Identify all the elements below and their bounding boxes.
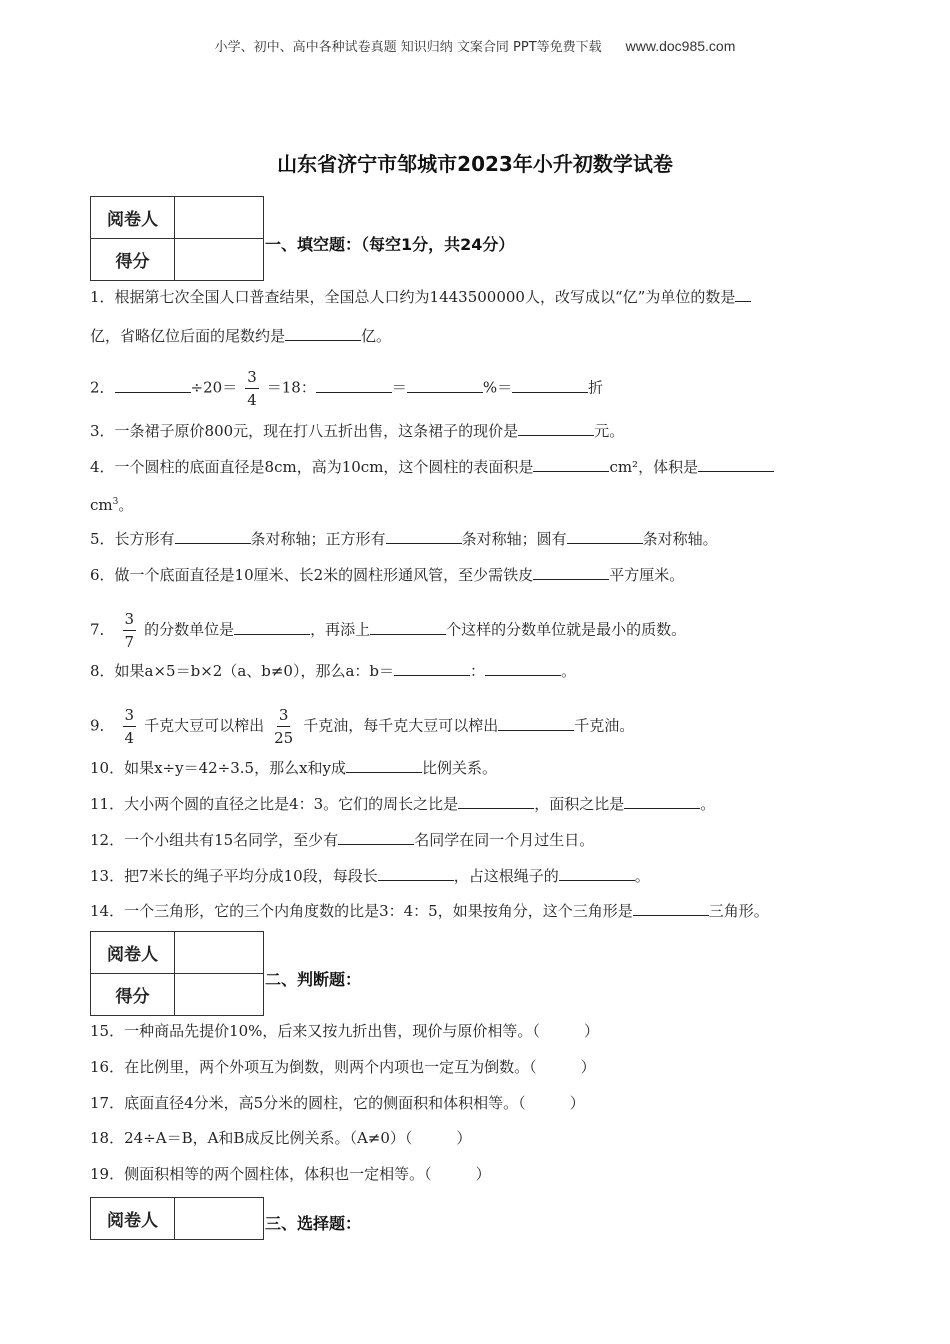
page-title: 山东省济宁市邹城市2023年小升初数学试卷 (277, 152, 673, 176)
answer-blank[interactable] (175, 528, 251, 544)
question-10: 10．如果x÷y＝42÷3.5，那么x和y成 比例关系。 (90, 759, 498, 777)
answer-blank[interactable] (533, 564, 609, 580)
answer-blank[interactable] (485, 660, 561, 676)
answer-blank[interactable] (346, 757, 422, 773)
score-cell (175, 974, 264, 1016)
answer-blank[interactable] (567, 528, 643, 544)
question-16: 16．在比例里，两个外项互为倒数，则两个内项也一定互为倒数。（ ） (90, 1058, 596, 1076)
question-12: 12．一个小组共有15名同学，至少有 名同学在同一个月过生日。 (90, 831, 595, 849)
answer-blank[interactable] (633, 900, 709, 916)
answer-blank[interactable] (316, 377, 392, 393)
header-text: 小学、初中、高中各种试卷真题 知识归纳 文案合同 PPT等免费下载 (214, 40, 602, 55)
question-4-cont: $cm^3$。 (90, 496, 134, 514)
reviewer-cell (175, 197, 264, 239)
answer-blank[interactable] (512, 377, 588, 393)
answer-blank[interactable] (559, 865, 635, 881)
fraction: $\frac{3}{7}$ (124, 610, 135, 651)
reviewer-label: 阅卷人 (91, 197, 175, 239)
answer-blank[interactable] (378, 865, 454, 881)
page-header (0, 36, 950, 55)
question-9: 9． $\frac{3}{4}$ 千克大豆可以榨出 $\frac{3}{25}$ 千克油，每千克大豆可以榨出 千克油。 (90, 706, 635, 747)
answer-blank[interactable] (115, 377, 191, 393)
question-13: 13．把7米长的绳子平均分成10段，每段长 ，占这根绳子的 。 (90, 867, 650, 885)
question-17: 17．底面直径4分米，高5分米的圆柱，它的侧面积和体积相等。（ ） (90, 1094, 585, 1112)
question-4: 4．一个圆柱的底面直径是8cm，高为10cm，这个圆柱的表面积是 cm²，体积是 (90, 456, 774, 477)
answer-blank[interactable] (407, 377, 483, 393)
answer-blank[interactable] (285, 325, 361, 341)
question-5: 5．长方形有 条对称轴；正方形有 条对称轴；圆有 条对称轴。 (90, 530, 718, 548)
question-1: 1．根据第七次全国人口普查结果，全国总人口约为1443500000人，改写成以“亿”为单位的数是 (90, 286, 751, 307)
question-15: 15．一种商品先提价10%，后来又按九折出售，现价与原价相等。（ ） (90, 1022, 599, 1040)
answer-blank[interactable] (338, 829, 414, 845)
answer-blank[interactable] (533, 456, 609, 472)
question-19: 19．侧面积相等的两个圆柱体，体积也一定相等。（ ） (90, 1165, 491, 1183)
reviewer-label: 阅卷人 (91, 1198, 175, 1240)
score-table-3 (90, 1197, 264, 1240)
reviewer-cell (175, 932, 264, 974)
question-14: 14．一个三角形，它的三个内角度数的比是3：4：5，如果按角分，这个三角形是 三角形。 (90, 902, 769, 920)
question-7: 7． $\frac{3}{7}$ 的分数单位是 ，再添上 个这样的分数单位就是最小的质数。 (90, 610, 687, 651)
question-6: 6．做一个底面直径是10厘米、长2米的圆柱形通风管，至少需铁皮 平方厘米。 (90, 566, 685, 584)
question-8: 8．如果a×5＝b×2（a、b≠0），那么a：b＝ ： 。 (90, 662, 577, 680)
reviewer-label: 阅卷人 (91, 932, 175, 974)
header-site[interactable]: www.doc985.com (625, 38, 736, 54)
score-table-1 (90, 196, 264, 281)
answer-blank[interactable] (394, 660, 470, 676)
reviewer-cell (175, 1198, 264, 1240)
answer-blank[interactable] (698, 456, 774, 472)
question-18: 18．24÷A＝B，A和B成反比例关系。（A≠0）（ ） (90, 1129, 472, 1147)
fraction: $\frac{3}{25}$ (274, 706, 294, 747)
fraction: $\frac{3}{4}$ (247, 368, 257, 409)
section-heading-2: 二、判断题： (265, 970, 362, 989)
question-2: 2． ÷20＝ $\frac{3}{4}$ ＝18： ＝ %＝ 折 (90, 368, 604, 409)
answer-blank[interactable] (498, 715, 574, 731)
question-3: 3．一条裙子原价800元，现在打八五折出售，这条裙子的现价是 元。 (90, 422, 625, 440)
answer-blank[interactable] (458, 793, 534, 809)
score-label: 得分 (91, 974, 175, 1016)
score-table-2 (90, 931, 264, 1016)
score-cell (175, 239, 264, 281)
answer-blank[interactable] (518, 420, 594, 436)
answer-blank[interactable] (386, 528, 462, 544)
answer-blank[interactable] (624, 793, 700, 809)
answer-blank[interactable] (735, 286, 751, 302)
section-heading-3: 三、选择题： (265, 1214, 362, 1233)
score-label: 得分 (91, 239, 175, 281)
question-11: 11．大小两个圆的直径之比是4：3。它们的周长之比是 ，面积之比是 。 (90, 795, 716, 813)
question-1-cont: 亿，省略亿位后面的尾数约是 亿。 (90, 327, 392, 345)
answer-blank[interactable] (234, 619, 310, 635)
fraction: $\frac{3}{4}$ (124, 706, 135, 747)
answer-blank[interactable] (370, 619, 446, 635)
section-heading-1: 一、填空题：（每空1分，共24分） (265, 235, 515, 254)
